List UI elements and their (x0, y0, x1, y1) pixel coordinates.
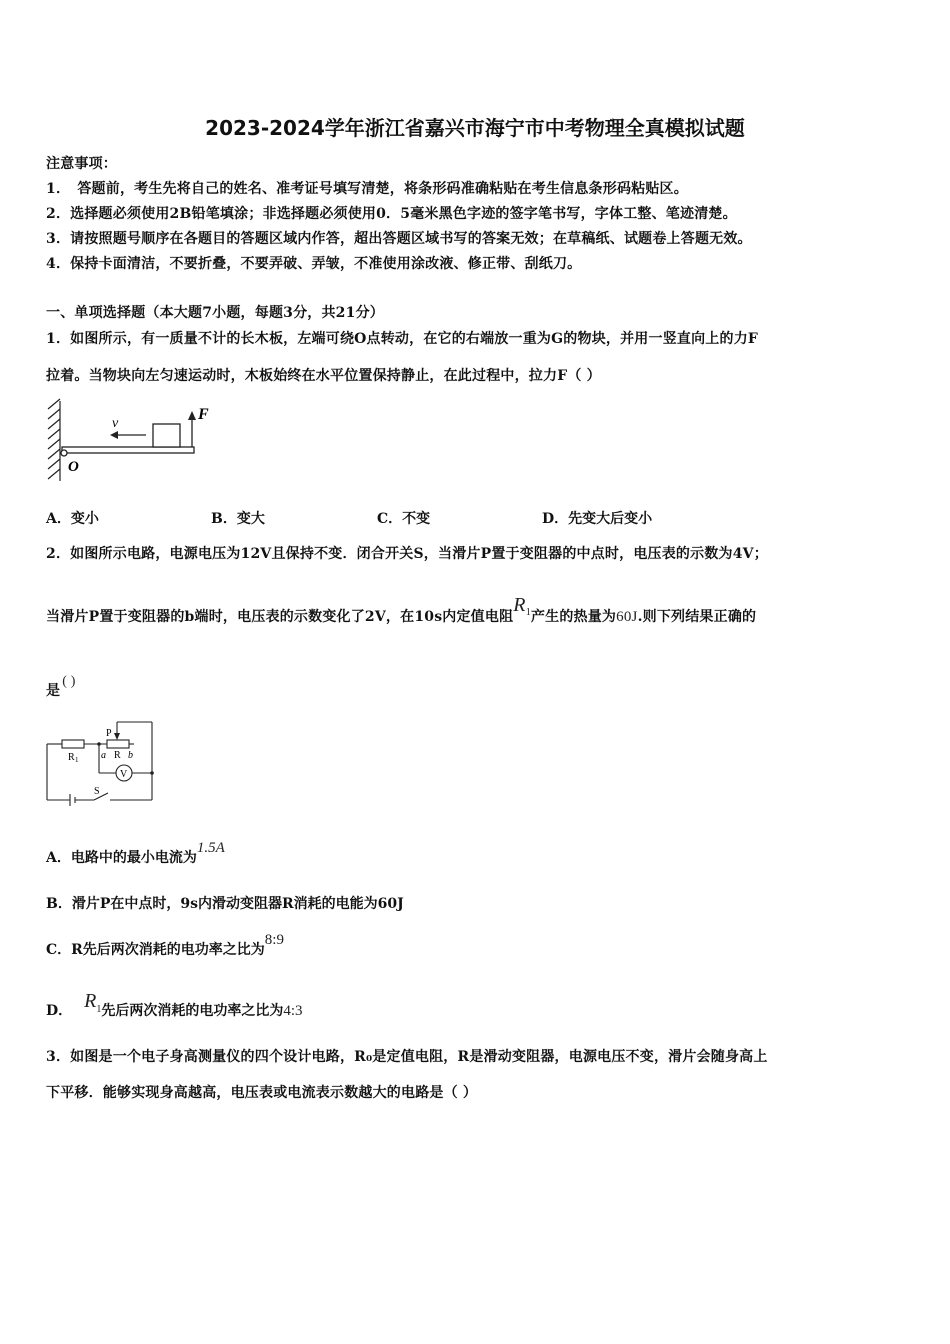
q2-text-part2: 产生的热量为 (530, 609, 617, 625)
notice-item: 1． 答题前，考生先将自己的姓名、准考证号填写清楚，将条形码准确粘贴在考生信息条形码粘贴区。 (46, 181, 688, 197)
label-r1-sub: 1 (75, 756, 79, 764)
page-title: 2023-2024学年浙江省嘉兴市海宁市中考物理全真模拟试题 (205, 116, 745, 140)
q2-line3-text: 是 (46, 683, 61, 699)
question-2-line1: 2．如图所示电路，电源电压为12V且保持不变．闭合开关S，当滑片P置于变阻器的中点时，电压表的示数为4V； (46, 546, 768, 562)
q2-heat-value: 60J (616, 609, 638, 625)
label-s: S (94, 786, 100, 797)
q2-option-d-r1: R (84, 990, 97, 1012)
label-b: b (128, 750, 133, 761)
q2-option-a-text: A．电路中的最小电流为 (46, 850, 197, 866)
q2-option-a[interactable] (46, 840, 225, 867)
resistor-r1 (62, 740, 84, 748)
q2-text-part1: 当滑片P置于变阻器的b端时，电压表的示数变化了2V，在10s内定值电阻 (46, 609, 514, 625)
question-2-line3 (46, 674, 76, 700)
q2-option-d-value: 4:3 (283, 1003, 303, 1019)
notice-item: 3．请按照题号顺序在各题目的答题区域内作答，超出答题区域书写的答案无效；在草稿纸、试题卷上答题无效。 (46, 231, 752, 247)
option-d[interactable]: D．先变大后变小 (542, 511, 653, 527)
q2-paren: ( ) (62, 674, 76, 689)
option-a[interactable]: A．变小 (46, 511, 99, 527)
q2-r1-subscript: 1 (525, 607, 531, 618)
label-a: a (101, 750, 106, 761)
circuit-figure (42, 718, 162, 808)
q2-option-c-text: C．R先后两次消耗的电功率之比为 (46, 942, 265, 958)
q2-option-c[interactable] (46, 932, 284, 959)
label-r: R (114, 750, 121, 761)
question-3-line2: 下平移．能够实现身高越高，电压表或电流表示数越大的电路是（ ） (46, 1085, 478, 1101)
plank (62, 447, 194, 453)
q2-option-d-r1-sub: 1 (96, 1004, 102, 1015)
block (153, 424, 180, 447)
rheostat-r (107, 740, 129, 748)
option-c[interactable]: C．不变 (377, 511, 431, 527)
q2-option-b[interactable]: B．滑片P在中点时，9s内滑动变阻器R消耗的电能为60J (46, 896, 404, 912)
q2-r1-symbol: R (513, 594, 526, 616)
question-1-line1: 1．如图所示，有一质量不计的长木板，左端可绕O点转动，在它的右端放一重为G的物块，并用一竖直向上的力F (46, 331, 759, 347)
section-heading: 一、单项选择题（本大题7小题，每题3分，共21分） (46, 305, 384, 321)
force-label: F (198, 406, 209, 423)
q2-text-part3: .则下列结果正确的 (637, 609, 757, 625)
label-v: V (120, 769, 128, 780)
lever-figure (42, 395, 232, 485)
label-p: P (106, 728, 112, 739)
velocity-label: v (112, 416, 119, 431)
q2-option-a-value: 1.5A (196, 840, 225, 856)
option-b[interactable]: B．变大 (211, 511, 265, 527)
q2-option-d-prefix: D． (46, 1003, 73, 1019)
notice-item: 2．选择题必须使用2B铅笔填涂；非选择题必须使用0．5毫米黑色字迹的签字笔书写，字体工整、笔迹清楚。 (46, 206, 737, 222)
notice-heading: 注意事项： (46, 156, 117, 172)
q2-option-c-value: 8:9 (264, 932, 284, 948)
wall-hatch (48, 399, 60, 481)
pivot-label: O (68, 459, 79, 475)
question-2-line2 (46, 594, 757, 627)
question-1-line2: 拉着。当物块向左匀速运动时，木板始终在水平位置保持静止，在此过程中，拉力F（ ） (46, 368, 601, 384)
notice-item: 4．保持卡面清洁，不要折叠，不要弄破、弄皱，不准使用涂改液、修正带、刮纸刀。 (46, 256, 582, 272)
pivot-o (61, 450, 67, 456)
q2-option-d-text: 先后两次消耗的电功率之比为 (101, 1003, 284, 1019)
label-r1: R (68, 752, 75, 763)
question-3-line1: 3．如图是一个电子身高测量仪的四个设计电路，R₀是定值电阻，R是滑动变阻器，电源电压不变，滑片会随身高上 (46, 1049, 768, 1065)
q2-option-d[interactable] (46, 990, 303, 1021)
